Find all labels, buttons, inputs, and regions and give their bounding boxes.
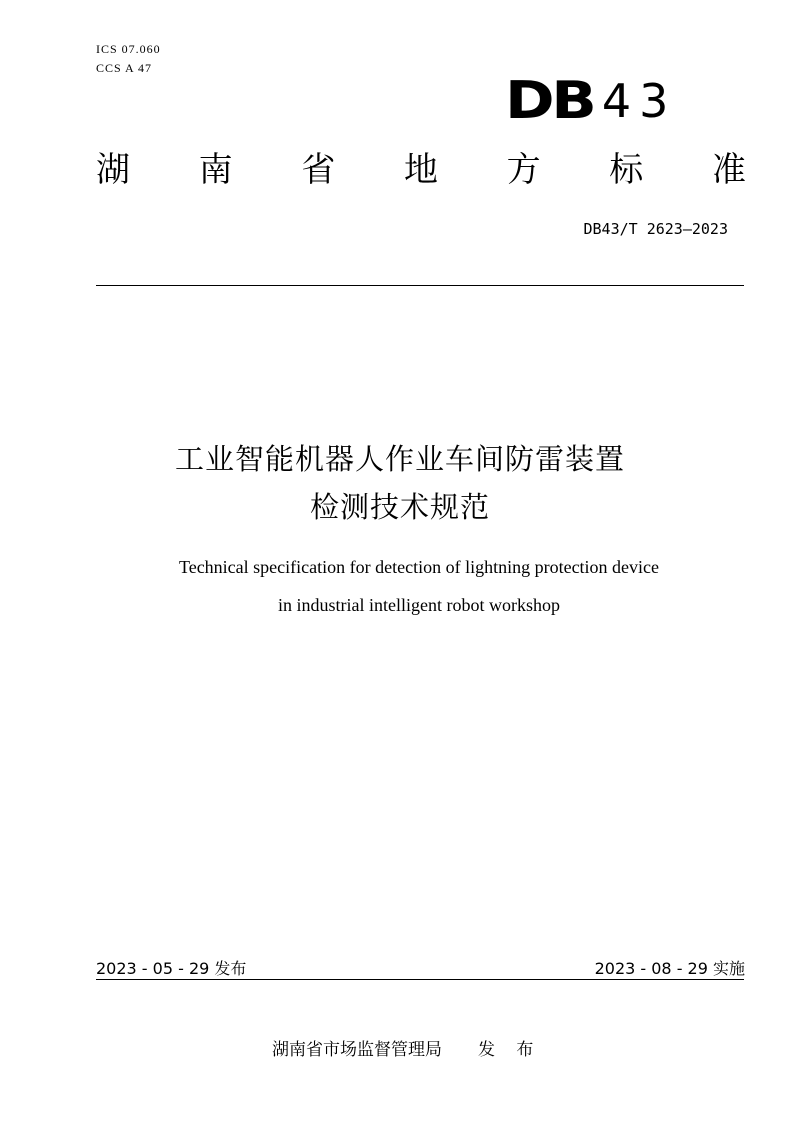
heading-char: 南 [198, 150, 233, 190]
standard-mark [505, 71, 677, 131]
heading-char: 准 [711, 150, 746, 190]
issue-action: 发 布 [478, 1040, 542, 1060]
issuer-name: 湖南省市场监督管理局 [272, 1040, 442, 1060]
ics-code: ICS 07.060 [96, 42, 161, 56]
heading-char: 省 [301, 150, 336, 190]
heading-char: 地 [403, 150, 438, 190]
publish-date: 2023 - 05 - 29 发布 [96, 959, 247, 978]
english-title-line-2: in industrial intelligent robot workshop [278, 595, 560, 615]
chinese-title-line-1: 工业智能机器人作业车间防雷装置 [174, 442, 625, 476]
top-divider [96, 285, 744, 286]
classification-codes [96, 40, 161, 78]
standard-category-heading [96, 148, 746, 192]
chinese-title-line-2: 检测技术规范 [309, 490, 490, 524]
province-code: 43 [601, 74, 677, 128]
db-logo: DB [505, 71, 594, 131]
standard-number: DB43/T 2623—2023 [583, 220, 728, 238]
ccs-code: CCS A 47 [96, 61, 153, 75]
issuing-authority [272, 1035, 541, 1060]
heading-char: 标 [609, 150, 644, 190]
english-title-line-1: Technical specification for detection of lightning protection device [178, 557, 660, 577]
heading-char: 方 [506, 150, 541, 190]
effective-date: 2023 - 08 - 29 实施 [594, 959, 745, 978]
heading-char: 湖 [96, 150, 130, 190]
bottom-divider [96, 979, 744, 980]
